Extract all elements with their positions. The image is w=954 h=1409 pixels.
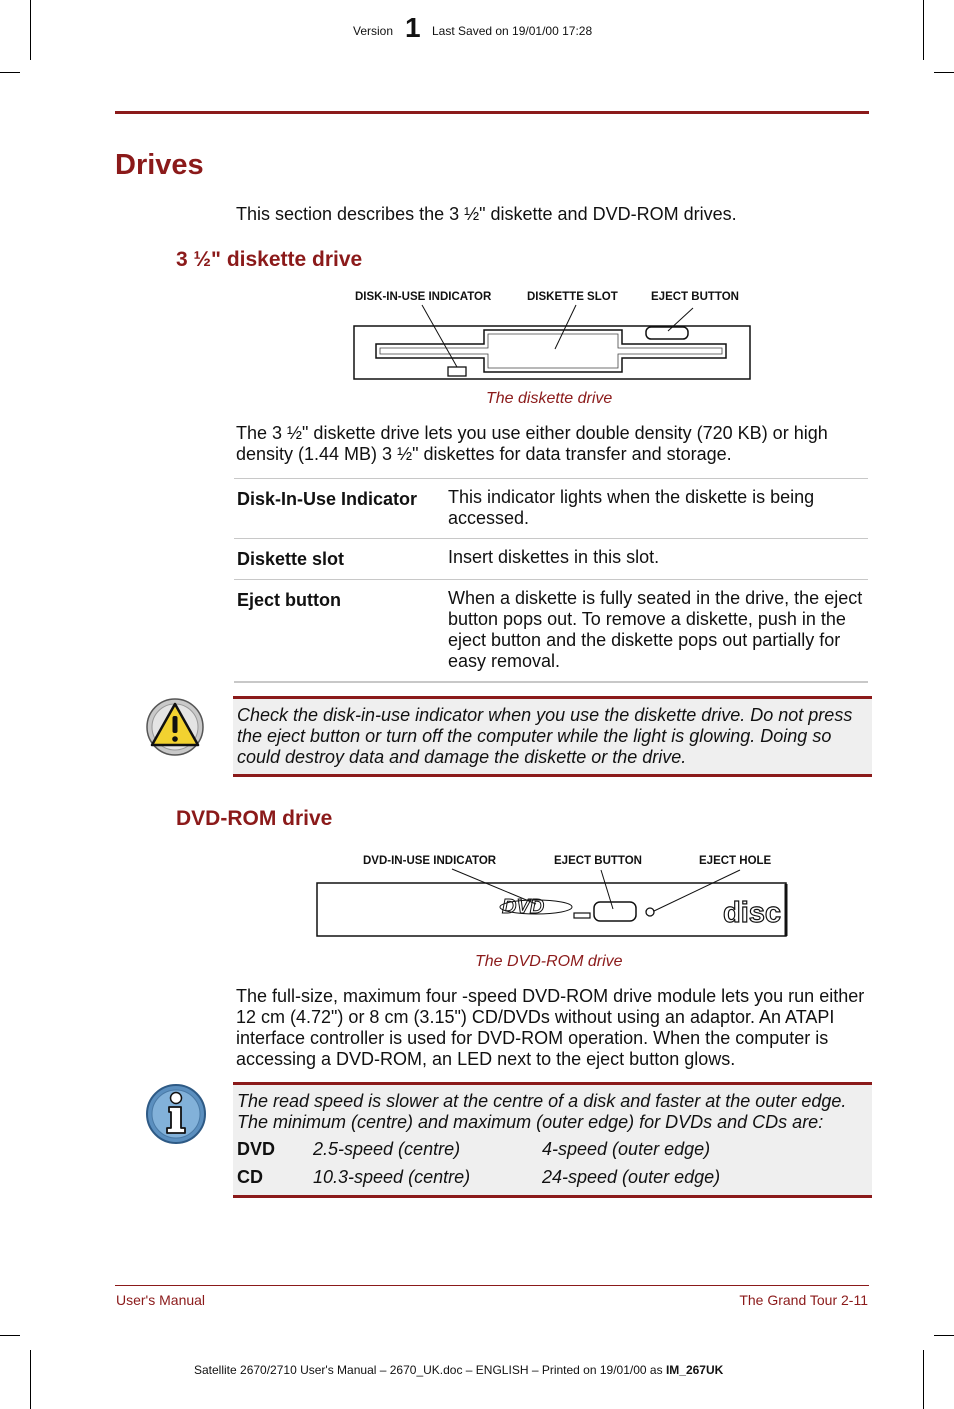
page-title: Drives: [115, 149, 204, 181]
crop-mark: [30, 0, 31, 60]
info-icon: [145, 1083, 207, 1145]
table-row: [234, 538, 868, 579]
eject-button-label: EJECT BUTTON: [651, 291, 739, 303]
crop-mark: [0, 1335, 20, 1336]
table-definition: When a diskette is fully seated in the drive, the eject button pops out. To remove a diskette, push in the eject button and the diskette pops out partially for easy removal.: [448, 588, 863, 671]
crop-mark: [934, 72, 954, 73]
print-info: [194, 1363, 723, 1377]
speed-max: 4-speed (outer edge): [542, 1139, 711, 1159]
version-label: Version: [353, 24, 394, 38]
table-term: Eject button: [237, 590, 341, 610]
footer-right: The Grand Tour 2-11: [739, 1292, 868, 1308]
print-code: IM_267UK: [665, 1363, 724, 1377]
crop-mark: [934, 1335, 954, 1336]
disc-logo-icon: disc: [723, 897, 782, 929]
dvd-in-use-label: DVD-IN-USE INDICATOR: [363, 855, 497, 867]
speed-min: 2.5-speed (centre): [313, 1139, 461, 1159]
dvd-description: The full-size, maximum four -speed DVD-ROM drive module lets you run either 12 cm (4.72") or 8 cm (3.15") CD/DVDs without using an adaptor. An ATAPI interface controller is used for DVD-ROM operation. When the computer is accessing a DVD-ROM, an LED next to the eject button glows.: [236, 986, 865, 1069]
last-saved: Last Saved on 19/01/00 17:28: [432, 24, 593, 38]
crop-mark: [0, 72, 20, 73]
crop-mark: [923, 1350, 924, 1409]
footer-left: User's Manual: [116, 1292, 206, 1308]
table-term: Diskette slot: [237, 549, 345, 569]
dvd-logo-icon: DVD: [502, 896, 545, 918]
speed-row: [233, 1135, 872, 1163]
diskette-description: The 3 ½" diskette drive lets you use either double density (720 KB) or high density (1.44 MB) 3 ½" diskettes for data transfer and storage.: [236, 423, 828, 464]
table-definition: Insert diskettes in this slot.: [448, 547, 660, 567]
crop-mark: [30, 1350, 31, 1409]
info-note: [233, 1082, 872, 1198]
diskette-table: [234, 478, 868, 683]
diskette-heading: 3 ½" diskette drive: [176, 248, 363, 271]
eject-hole-label: EJECT HOLE: [699, 855, 772, 867]
speed-media: CD: [237, 1167, 263, 1187]
dvd-caption: The DVD-ROM drive: [475, 953, 623, 970]
dvd-heading: DVD-ROM drive: [176, 807, 333, 830]
info-text: The read speed is slower at the centre of a disk and faster at the outer edge. The minimum (centre) and maximum (outer edge) for DVDs and CDs are:: [237, 1091, 847, 1132]
top-rule: [115, 111, 869, 114]
diskette-slot-label: DISKETTE SLOT: [527, 291, 618, 303]
disk-in-use-label: DISK-IN-USE INDICATOR: [355, 291, 492, 303]
diskette-caption: The diskette drive: [486, 390, 613, 407]
intro-text: This section describes the 3 ½" diskette and DVD-ROM drives.: [236, 204, 737, 224]
dvd-drive-illustration: [312, 865, 792, 943]
table-definition: This indicator lights when the diskette is being accessed.: [448, 487, 815, 528]
speed-media: DVD: [237, 1139, 276, 1159]
version-number: 1: [405, 12, 421, 43]
print-info-text: Satellite 2670/2710 User's Manual – 2670_UK.doc – ENGLISH – Printed on 19/01/00 as: [194, 1363, 663, 1377]
table-row: [234, 579, 868, 683]
speed-min: 10.3-speed (centre): [313, 1167, 471, 1187]
caution-icon: [145, 697, 205, 757]
footer-rule: [115, 1285, 869, 1286]
speed-row: [233, 1163, 872, 1195]
table-term: Disk-In-Use Indicator: [237, 489, 418, 509]
diskette-drive-illustration: [350, 300, 755, 385]
caution-note: [233, 696, 872, 777]
caution-text: Check the disk-in-use indicator when you use the diskette drive. Do not press the eject button or turn off the computer while the light is glowing. Doing so could destroy data and damage the diskette or the drive.: [237, 705, 853, 767]
table-row: [234, 478, 868, 538]
dvd-eject-button-label: EJECT BUTTON: [554, 855, 642, 867]
speed-max: 24-speed (outer edge): [542, 1167, 721, 1187]
crop-mark: [923, 0, 924, 60]
